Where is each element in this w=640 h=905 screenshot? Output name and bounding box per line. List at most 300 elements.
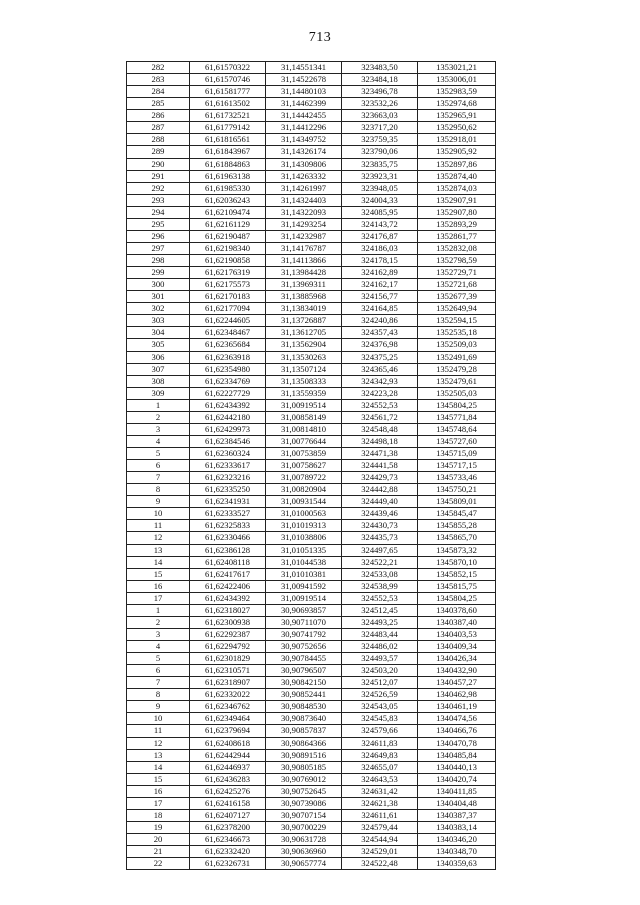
table-row — [127, 665, 496, 677]
table-row — [127, 508, 496, 520]
x-coordinate-cell: 324512,45 — [342, 604, 418, 616]
x-coordinate-cell: 324439,46 — [342, 508, 418, 520]
longitude-cell: 30,90805185 — [266, 761, 342, 773]
point-number-cell: 295 — [127, 218, 190, 230]
point-number-cell: 290 — [127, 158, 190, 170]
y-coordinate-cell: 1352861,77 — [418, 230, 496, 242]
point-number-cell: 9 — [127, 701, 190, 713]
longitude-cell: 31,01044538 — [266, 556, 342, 568]
x-coordinate-cell: 324579,66 — [342, 725, 418, 737]
longitude-cell: 31,00931544 — [266, 496, 342, 508]
point-number-cell: 11 — [127, 520, 190, 532]
y-coordinate-cell: 1352918,01 — [418, 134, 496, 146]
latitude-cell: 61,62301829 — [190, 653, 266, 665]
point-number-cell: 22 — [127, 858, 190, 870]
table-row — [127, 641, 496, 653]
x-coordinate-cell: 324538,99 — [342, 580, 418, 592]
x-coordinate-cell: 324186,03 — [342, 242, 418, 254]
table-row — [127, 242, 496, 254]
latitude-cell: 61,62333617 — [190, 460, 266, 472]
table-row — [127, 62, 496, 74]
table-row — [127, 532, 496, 544]
table-row — [127, 592, 496, 604]
table-row — [127, 448, 496, 460]
x-coordinate-cell: 324503,20 — [342, 665, 418, 677]
y-coordinate-cell: 1352905,92 — [418, 146, 496, 158]
longitude-cell: 30,90784455 — [266, 653, 342, 665]
point-number-cell: 12 — [127, 532, 190, 544]
y-coordinate-cell: 1340485,84 — [418, 749, 496, 761]
y-coordinate-cell: 1352897,86 — [418, 158, 496, 170]
x-coordinate-cell: 324240,86 — [342, 315, 418, 327]
point-number-cell: 18 — [127, 809, 190, 821]
longitude-cell: 31,13507124 — [266, 363, 342, 375]
point-number-cell: 8 — [127, 484, 190, 496]
x-coordinate-cell: 323483,50 — [342, 62, 418, 74]
latitude-cell: 61,62365684 — [190, 339, 266, 351]
y-coordinate-cell: 1352535,18 — [418, 327, 496, 339]
latitude-cell: 61,62161129 — [190, 218, 266, 230]
x-coordinate-cell: 323484,18 — [342, 74, 418, 86]
x-coordinate-cell: 324533,08 — [342, 568, 418, 580]
point-number-cell: 6 — [127, 665, 190, 677]
longitude-cell: 31,13969311 — [266, 279, 342, 291]
point-number-cell: 297 — [127, 242, 190, 254]
latitude-cell: 61,62330466 — [190, 532, 266, 544]
x-coordinate-cell: 324143,72 — [342, 218, 418, 230]
y-coordinate-cell: 1340462,98 — [418, 689, 496, 701]
latitude-cell: 61,62170183 — [190, 291, 266, 303]
x-coordinate-cell: 324223,28 — [342, 387, 418, 399]
x-coordinate-cell: 324429,73 — [342, 472, 418, 484]
point-number-cell: 16 — [127, 785, 190, 797]
y-coordinate-cell: 1345852,15 — [418, 568, 496, 580]
point-number-cell: 5 — [127, 448, 190, 460]
longitude-cell: 31,14322093 — [266, 206, 342, 218]
longitude-cell: 31,13984428 — [266, 267, 342, 279]
y-coordinate-cell: 1352479,61 — [418, 375, 496, 387]
longitude-cell: 31,14326174 — [266, 146, 342, 158]
y-coordinate-cell: 1345804,25 — [418, 592, 496, 604]
latitude-cell: 61,62434392 — [190, 592, 266, 604]
point-number-cell: 4 — [127, 641, 190, 653]
point-number-cell: 10 — [127, 713, 190, 725]
x-coordinate-cell: 324004,33 — [342, 194, 418, 206]
y-coordinate-cell: 1345845,47 — [418, 508, 496, 520]
longitude-cell: 31,00753859 — [266, 448, 342, 460]
x-coordinate-cell: 324631,42 — [342, 785, 418, 797]
y-coordinate-cell: 1352974,68 — [418, 98, 496, 110]
y-coordinate-cell: 1345870,10 — [418, 556, 496, 568]
y-coordinate-cell: 1340426,34 — [418, 653, 496, 665]
longitude-cell: 31,00941592 — [266, 580, 342, 592]
y-coordinate-cell: 1340409,34 — [418, 641, 496, 653]
latitude-cell: 61,61963138 — [190, 170, 266, 182]
y-coordinate-cell: 1352832,08 — [418, 242, 496, 254]
latitude-cell: 61,61570322 — [190, 62, 266, 74]
table-row — [127, 484, 496, 496]
latitude-cell: 61,61843967 — [190, 146, 266, 158]
x-coordinate-cell: 324483,44 — [342, 628, 418, 640]
table-row — [127, 677, 496, 689]
latitude-cell: 61,62335250 — [190, 484, 266, 496]
y-coordinate-cell: 1340346,20 — [418, 834, 496, 846]
longitude-cell: 30,90741792 — [266, 628, 342, 640]
longitude-cell: 30,90852441 — [266, 689, 342, 701]
table-row — [127, 206, 496, 218]
coordinates-table-body — [127, 62, 496, 870]
latitude-cell: 61,62442944 — [190, 749, 266, 761]
y-coordinate-cell: 1345715,09 — [418, 448, 496, 460]
y-coordinate-cell: 1340387,40 — [418, 616, 496, 628]
point-number-cell: 309 — [127, 387, 190, 399]
table-row — [127, 339, 496, 351]
longitude-cell: 31,00858149 — [266, 411, 342, 423]
point-number-cell: 21 — [127, 846, 190, 858]
point-number-cell: 20 — [127, 834, 190, 846]
table-row — [127, 460, 496, 472]
x-coordinate-cell: 323948,05 — [342, 182, 418, 194]
latitude-cell: 61,62326731 — [190, 858, 266, 870]
latitude-cell: 61,61570746 — [190, 74, 266, 86]
longitude-cell: 31,14293254 — [266, 218, 342, 230]
y-coordinate-cell: 1340461,19 — [418, 701, 496, 713]
latitude-cell: 61,62422406 — [190, 580, 266, 592]
table-row — [127, 351, 496, 363]
longitude-cell: 30,90752656 — [266, 641, 342, 653]
point-number-cell: 15 — [127, 568, 190, 580]
table-row — [127, 387, 496, 399]
longitude-cell: 30,90796507 — [266, 665, 342, 677]
y-coordinate-cell: 1345727,60 — [418, 435, 496, 447]
x-coordinate-cell: 324561,72 — [342, 411, 418, 423]
y-coordinate-cell: 1345815,75 — [418, 580, 496, 592]
longitude-cell: 30,90636960 — [266, 846, 342, 858]
longitude-cell: 31,13834019 — [266, 303, 342, 315]
y-coordinate-cell: 1345809,01 — [418, 496, 496, 508]
x-coordinate-cell: 323496,78 — [342, 86, 418, 98]
table-row — [127, 604, 496, 616]
point-number-cell: 4 — [127, 435, 190, 447]
y-coordinate-cell: 1345733,46 — [418, 472, 496, 484]
latitude-cell: 61,62442180 — [190, 411, 266, 423]
longitude-cell: 31,00820904 — [266, 484, 342, 496]
point-number-cell: 19 — [127, 821, 190, 833]
y-coordinate-cell: 1352505,03 — [418, 387, 496, 399]
x-coordinate-cell: 323532,26 — [342, 98, 418, 110]
point-number-cell: 287 — [127, 122, 190, 134]
table-row — [127, 218, 496, 230]
x-coordinate-cell: 324178,15 — [342, 255, 418, 267]
y-coordinate-cell: 1345717,15 — [418, 460, 496, 472]
x-coordinate-cell: 324435,73 — [342, 532, 418, 544]
latitude-cell: 61,62318907 — [190, 677, 266, 689]
y-coordinate-cell: 1340474,56 — [418, 713, 496, 725]
x-coordinate-cell: 324512,07 — [342, 677, 418, 689]
x-coordinate-cell: 324365,46 — [342, 363, 418, 375]
table-row — [127, 496, 496, 508]
y-coordinate-cell: 1340470,78 — [418, 737, 496, 749]
y-coordinate-cell: 1340466,76 — [418, 725, 496, 737]
point-number-cell: 291 — [127, 170, 190, 182]
point-number-cell: 10 — [127, 508, 190, 520]
table-row — [127, 399, 496, 411]
latitude-cell: 61,62036243 — [190, 194, 266, 206]
longitude-cell: 31,14113866 — [266, 255, 342, 267]
y-coordinate-cell: 1340378,60 — [418, 604, 496, 616]
table-row — [127, 834, 496, 846]
table-row — [127, 134, 496, 146]
longitude-cell: 31,01019313 — [266, 520, 342, 532]
longitude-cell: 30,90711070 — [266, 616, 342, 628]
longitude-cell: 31,13530263 — [266, 351, 342, 363]
latitude-cell: 61,62341931 — [190, 496, 266, 508]
point-number-cell: 284 — [127, 86, 190, 98]
latitude-cell: 61,61884863 — [190, 158, 266, 170]
latitude-cell: 61,61581777 — [190, 86, 266, 98]
latitude-cell: 61,62190487 — [190, 230, 266, 242]
x-coordinate-cell: 324493,57 — [342, 653, 418, 665]
x-coordinate-cell: 324449,40 — [342, 496, 418, 508]
table-row — [127, 267, 496, 279]
latitude-cell: 61,62244605 — [190, 315, 266, 327]
x-coordinate-cell: 324543,05 — [342, 701, 418, 713]
longitude-cell: 30,90739086 — [266, 797, 342, 809]
y-coordinate-cell: 1345771,84 — [418, 411, 496, 423]
point-number-cell: 2 — [127, 616, 190, 628]
y-coordinate-cell: 1340383,14 — [418, 821, 496, 833]
latitude-cell: 61,62332022 — [190, 689, 266, 701]
x-coordinate-cell: 324442,88 — [342, 484, 418, 496]
point-number-cell: 285 — [127, 98, 190, 110]
x-coordinate-cell: 324376,98 — [342, 339, 418, 351]
longitude-cell: 31,00776644 — [266, 435, 342, 447]
longitude-cell: 31,00758627 — [266, 460, 342, 472]
page-number: 713 — [308, 30, 332, 45]
longitude-cell: 30,90769012 — [266, 773, 342, 785]
y-coordinate-cell: 1352649,94 — [418, 303, 496, 315]
x-coordinate-cell: 324611,61 — [342, 809, 418, 821]
table-row — [127, 435, 496, 447]
longitude-cell: 30,90657774 — [266, 858, 342, 870]
table-row — [127, 74, 496, 86]
x-coordinate-cell: 324085,95 — [342, 206, 418, 218]
longitude-cell: 31,00919514 — [266, 592, 342, 604]
latitude-cell: 61,62386128 — [190, 544, 266, 556]
table-row — [127, 556, 496, 568]
point-number-cell: 16 — [127, 580, 190, 592]
latitude-cell: 61,62227729 — [190, 387, 266, 399]
longitude-cell: 31,13508333 — [266, 375, 342, 387]
table-row — [127, 255, 496, 267]
x-coordinate-cell: 323835,75 — [342, 158, 418, 170]
longitude-cell: 30,90693857 — [266, 604, 342, 616]
latitude-cell: 61,62346673 — [190, 834, 266, 846]
point-number-cell: 3 — [127, 423, 190, 435]
point-number-cell: 1 — [127, 604, 190, 616]
coordinates-table — [126, 61, 496, 870]
table-row — [127, 158, 496, 170]
table-row — [127, 689, 496, 701]
x-coordinate-cell: 324430,73 — [342, 520, 418, 532]
y-coordinate-cell: 1352893,29 — [418, 218, 496, 230]
point-number-cell: 293 — [127, 194, 190, 206]
point-number-cell: 283 — [127, 74, 190, 86]
longitude-cell: 31,14324403 — [266, 194, 342, 206]
latitude-cell: 61,62384546 — [190, 435, 266, 447]
point-number-cell: 292 — [127, 182, 190, 194]
table-row — [127, 230, 496, 242]
y-coordinate-cell: 1352907,80 — [418, 206, 496, 218]
point-number-cell: 301 — [127, 291, 190, 303]
x-coordinate-cell: 323663,03 — [342, 110, 418, 122]
longitude-cell: 31,00789722 — [266, 472, 342, 484]
x-coordinate-cell: 323759,35 — [342, 134, 418, 146]
y-coordinate-cell: 1353021,21 — [418, 62, 496, 74]
table-row — [127, 315, 496, 327]
latitude-cell: 61,62434392 — [190, 399, 266, 411]
longitude-cell: 30,90864366 — [266, 737, 342, 749]
y-coordinate-cell: 1352491,69 — [418, 351, 496, 363]
longitude-cell: 31,14480103 — [266, 86, 342, 98]
x-coordinate-cell: 324522,21 — [342, 556, 418, 568]
latitude-cell: 61,62407127 — [190, 809, 266, 821]
latitude-cell: 61,61816561 — [190, 134, 266, 146]
table-row — [127, 291, 496, 303]
longitude-cell: 31,13612705 — [266, 327, 342, 339]
y-coordinate-cell: 1345750,21 — [418, 484, 496, 496]
point-number-cell: 5 — [127, 653, 190, 665]
y-coordinate-cell: 1345748,64 — [418, 423, 496, 435]
y-coordinate-cell: 1352965,91 — [418, 110, 496, 122]
x-coordinate-cell: 323717,20 — [342, 122, 418, 134]
point-number-cell: 9 — [127, 496, 190, 508]
latitude-cell: 61,62379694 — [190, 725, 266, 737]
y-coordinate-cell: 1340403,53 — [418, 628, 496, 640]
table-row — [127, 375, 496, 387]
y-coordinate-cell: 1345855,28 — [418, 520, 496, 532]
x-coordinate-cell: 324342,93 — [342, 375, 418, 387]
x-coordinate-cell: 324441,58 — [342, 460, 418, 472]
y-coordinate-cell: 1352798,59 — [418, 255, 496, 267]
latitude-cell: 61,62346762 — [190, 701, 266, 713]
longitude-cell: 30,90631728 — [266, 834, 342, 846]
point-number-cell: 6 — [127, 460, 190, 472]
latitude-cell: 61,62429973 — [190, 423, 266, 435]
longitude-cell: 31,01051335 — [266, 544, 342, 556]
point-number-cell: 2 — [127, 411, 190, 423]
point-number-cell: 13 — [127, 544, 190, 556]
y-coordinate-cell: 1352983,59 — [418, 86, 496, 98]
x-coordinate-cell: 324548,48 — [342, 423, 418, 435]
table-row — [127, 858, 496, 870]
latitude-cell: 61,62408618 — [190, 737, 266, 749]
y-coordinate-cell: 1352677,39 — [418, 291, 496, 303]
table-row — [127, 279, 496, 291]
table-row — [127, 194, 496, 206]
longitude-cell: 30,90700229 — [266, 821, 342, 833]
longitude-cell: 30,90848530 — [266, 701, 342, 713]
latitude-cell: 61,62436283 — [190, 773, 266, 785]
latitude-cell: 61,62198340 — [190, 242, 266, 254]
table-row — [127, 737, 496, 749]
table-row — [127, 761, 496, 773]
x-coordinate-cell: 324176,87 — [342, 230, 418, 242]
point-number-cell: 288 — [127, 134, 190, 146]
x-coordinate-cell: 324156,77 — [342, 291, 418, 303]
point-number-cell: 17 — [127, 592, 190, 604]
table-row — [127, 122, 496, 134]
x-coordinate-cell: 323923,31 — [342, 170, 418, 182]
x-coordinate-cell: 324522,48 — [342, 858, 418, 870]
x-coordinate-cell: 324357,43 — [342, 327, 418, 339]
x-coordinate-cell: 324529,01 — [342, 846, 418, 858]
latitude-cell: 61,62354980 — [190, 363, 266, 375]
x-coordinate-cell: 324497,65 — [342, 544, 418, 556]
table-row — [127, 182, 496, 194]
y-coordinate-cell: 1340432,90 — [418, 665, 496, 677]
table-row — [127, 303, 496, 315]
x-coordinate-cell: 324162,17 — [342, 279, 418, 291]
x-coordinate-cell: 324621,38 — [342, 797, 418, 809]
longitude-cell: 31,14349752 — [266, 134, 342, 146]
longitude-cell: 31,14551341 — [266, 62, 342, 74]
longitude-cell: 31,14412296 — [266, 122, 342, 134]
point-number-cell: 8 — [127, 689, 190, 701]
longitude-cell: 31,13885968 — [266, 291, 342, 303]
point-number-cell: 294 — [127, 206, 190, 218]
point-number-cell: 11 — [127, 725, 190, 737]
longitude-cell: 31,14309806 — [266, 158, 342, 170]
latitude-cell: 61,61732521 — [190, 110, 266, 122]
latitude-cell: 61,62109474 — [190, 206, 266, 218]
table-row — [127, 520, 496, 532]
latitude-cell: 61,62378200 — [190, 821, 266, 833]
latitude-cell: 61,61985330 — [190, 182, 266, 194]
longitude-cell: 30,90891516 — [266, 749, 342, 761]
latitude-cell: 61,62425276 — [190, 785, 266, 797]
y-coordinate-cell: 1340387,37 — [418, 809, 496, 821]
latitude-cell: 61,61779142 — [190, 122, 266, 134]
longitude-cell: 31,14442455 — [266, 110, 342, 122]
y-coordinate-cell: 1352907,91 — [418, 194, 496, 206]
x-coordinate-cell: 324552,53 — [342, 399, 418, 411]
x-coordinate-cell: 324526,59 — [342, 689, 418, 701]
y-coordinate-cell: 1352729,71 — [418, 267, 496, 279]
x-coordinate-cell: 324649,83 — [342, 749, 418, 761]
y-coordinate-cell: 1340457,27 — [418, 677, 496, 689]
longitude-cell: 31,14522678 — [266, 74, 342, 86]
longitude-cell: 30,90752645 — [266, 785, 342, 797]
x-coordinate-cell: 324552,53 — [342, 592, 418, 604]
latitude-cell: 61,62348467 — [190, 327, 266, 339]
point-number-cell: 3 — [127, 628, 190, 640]
latitude-cell: 61,62190858 — [190, 255, 266, 267]
longitude-cell: 31,01010381 — [266, 568, 342, 580]
x-coordinate-cell: 324471,38 — [342, 448, 418, 460]
y-coordinate-cell: 1352950,62 — [418, 122, 496, 134]
y-coordinate-cell: 1340420,74 — [418, 773, 496, 785]
latitude-cell: 61,62176319 — [190, 267, 266, 279]
longitude-cell: 31,14263332 — [266, 170, 342, 182]
y-coordinate-cell: 1340359,63 — [418, 858, 496, 870]
y-coordinate-cell: 1352874,40 — [418, 170, 496, 182]
x-coordinate-cell: 324544,94 — [342, 834, 418, 846]
x-coordinate-cell: 324493,25 — [342, 616, 418, 628]
point-number-cell: 7 — [127, 677, 190, 689]
table-row — [127, 423, 496, 435]
longitude-cell: 31,14232987 — [266, 230, 342, 242]
